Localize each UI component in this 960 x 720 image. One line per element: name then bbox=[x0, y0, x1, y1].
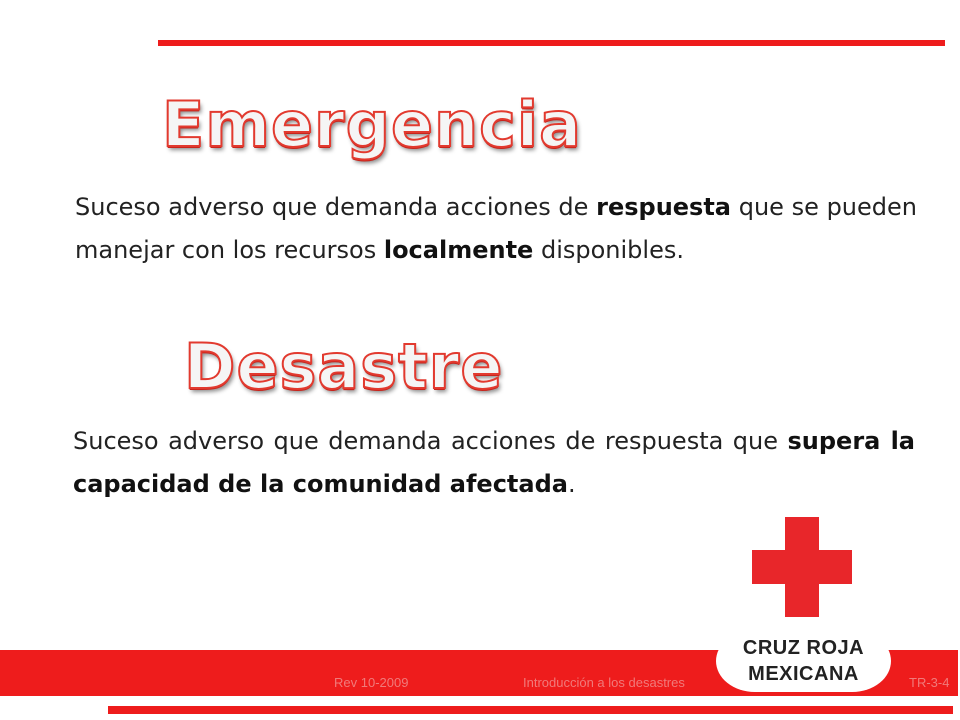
logo-text-line-2: MEXICANA bbox=[748, 663, 859, 685]
footer-course-title: Introducción a los desastres bbox=[523, 675, 685, 690]
definition-text: disponibles. bbox=[533, 236, 684, 264]
title-desastre: Desastre bbox=[184, 330, 504, 403]
definition-text: . bbox=[567, 470, 576, 498]
definition-bold-term: supera la capacidad de la comunidad afectada bbox=[73, 427, 915, 498]
logo-text-line-1: CRUZ ROJA bbox=[742, 637, 865, 659]
definition-text: que se pueden manejar con los recursos bbox=[75, 193, 917, 264]
definition-text: Suceso adverso que demanda acciones de bbox=[75, 193, 597, 221]
top-red-rule bbox=[158, 40, 945, 46]
definition-emergencia bbox=[75, 186, 917, 272]
definition-desastre bbox=[73, 420, 915, 506]
definition-bold-term: localmente bbox=[383, 236, 534, 264]
definition-text: Suceso adverso que demanda acciones de respuesta que bbox=[73, 427, 788, 455]
red-cross-icon bbox=[752, 517, 852, 617]
footer-slide-code: TR-3-4 bbox=[909, 675, 950, 690]
definition-bold-term: respuesta bbox=[596, 193, 732, 221]
bottom-red-rule bbox=[108, 706, 953, 714]
footer-revision: Rev 10-2009 bbox=[334, 675, 409, 690]
title-emergencia: Emergencia bbox=[162, 88, 582, 161]
